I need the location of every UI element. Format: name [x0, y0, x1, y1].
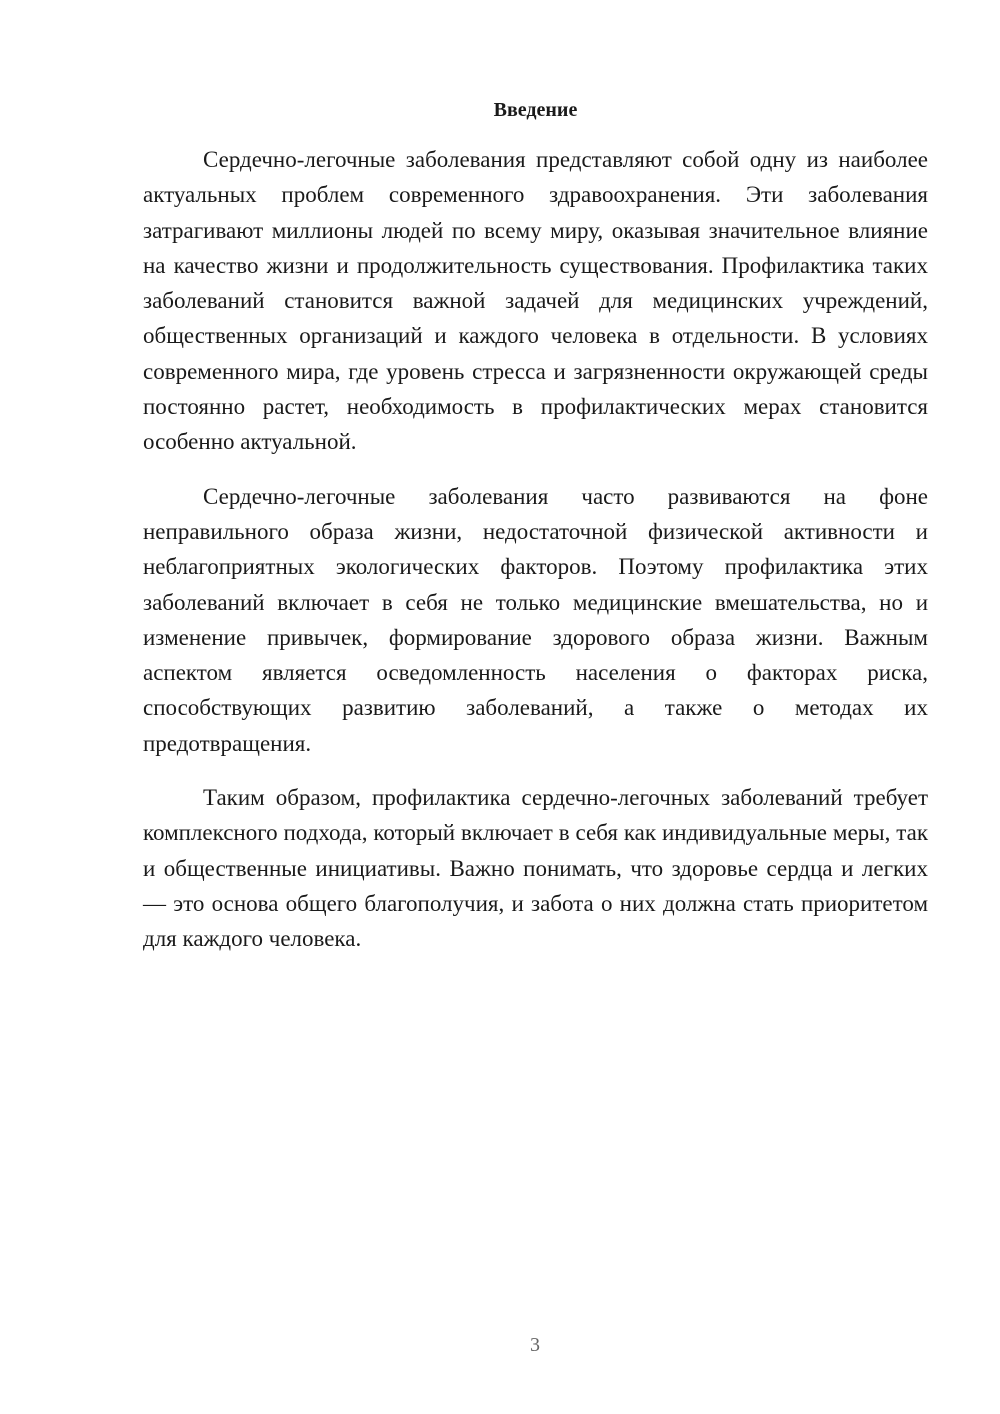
- section-heading: Введение: [493, 99, 578, 121]
- paragraph-3: Таким образом, профилактика сердечно-легочных заболеваний требует комплексного подхода, который включает в себя как индивидуальные меры, так и общественные инициативы. Важно понимать, что здоровье сердца и легких — это основа общего благополучия, и забота о них должна стать приоритетом для каждого человека.: [143, 785, 928, 952]
- paragraph-1: Сердечно-легочные заболевания представляют собой одну из наиболее актуальных проблем современного здравоохранения. Эти заболевания затрагивают миллионы людей по всему миру, оказывая значительное влияние на качество жизни и продолжительность существования. Профилактика таких заболеваний становится важной задачей для медицинских учреждений, общественных организаций и каждого человека в отдельности. В условиях современного мира, где уровень стресса и загрязненности окружающей среды постоянно растет, необходимость в профилактических мерах становится особенно актуальной.: [143, 147, 928, 455]
- paragraph-2: Сердечно-легочные заболевания часто развиваются на фоне неправильного образа жизни, недостаточной физической активности и неблагоприятных экологических факторов. Поэтому профилактика этих заболеваний включает в себя не только медицинские вмешательства, но и изменение привычек, формирование здорового образа жизни. Важным аспектом является осведомленность населения о факторах риска, способствующих развитию заболеваний, а также о методах их предотвращения.: [143, 483, 928, 756]
- page-number: 3: [530, 1334, 540, 1356]
- document-page: [143, 96, 928, 976]
